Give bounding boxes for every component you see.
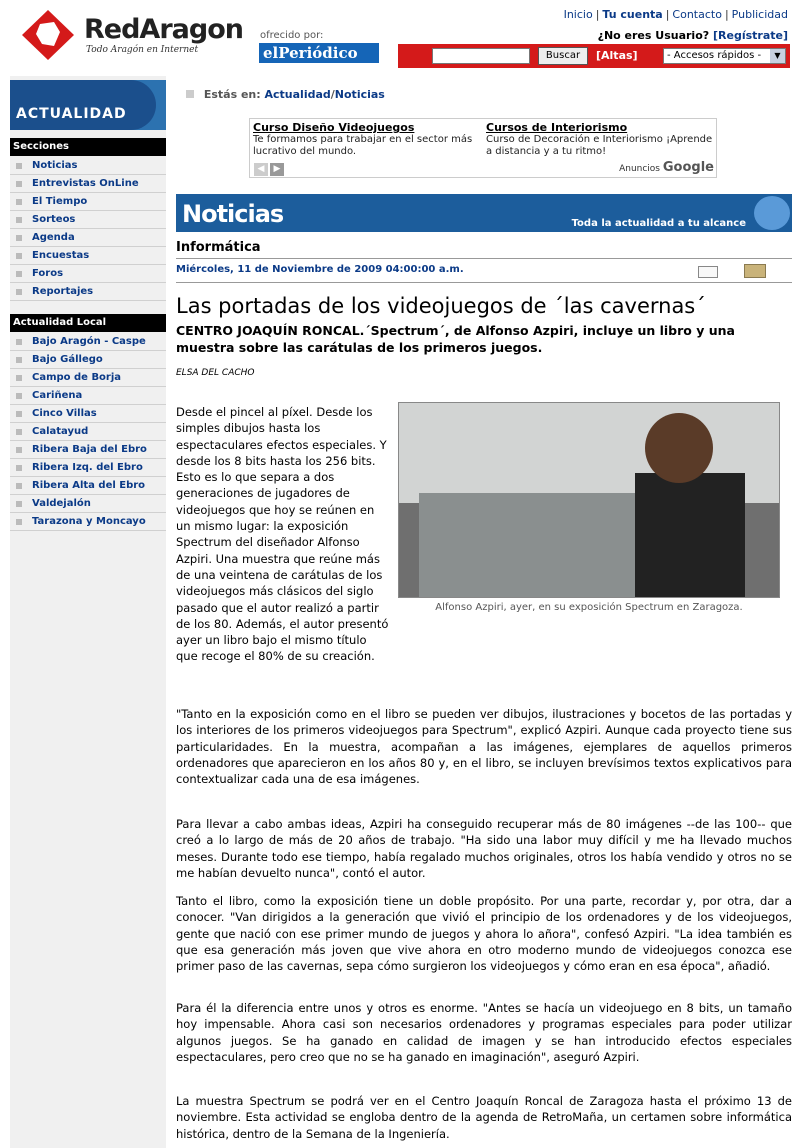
article-title: Las portadas de los videojuegos de ´las cavernas´	[176, 294, 706, 318]
noticias-banner-slogan: Toda la actualidad a tu alcance	[571, 218, 746, 229]
actualidad-banner[interactable]	[10, 80, 166, 130]
google-ads-label[interactable]	[619, 160, 714, 175]
ad-1-title[interactable]: Curso Diseño Videojuegos	[253, 121, 415, 134]
ad-1[interactable]	[253, 121, 481, 158]
sidebar-item-label[interactable]: Agenda	[32, 232, 75, 243]
chevron-down-icon[interactable]: ▼	[770, 49, 785, 63]
sidebar-item-label[interactable]: Sorteos	[32, 214, 76, 225]
sidebar-item-campo-borja[interactable]	[10, 369, 166, 387]
photo-display-case	[419, 493, 639, 598]
sidebar-item-carinena[interactable]	[10, 387, 166, 405]
link-contacto[interactable]: Contacto	[672, 8, 722, 21]
secciones-menu	[10, 157, 166, 301]
banner-shape	[10, 80, 156, 130]
sidebar-item-foros[interactable]	[10, 265, 166, 283]
sidebar-item-label[interactable]: Reportajes	[32, 286, 94, 297]
ads-prefix: Anuncios	[619, 164, 660, 174]
article-photo[interactable]	[398, 402, 780, 598]
noticias-banner	[176, 194, 792, 232]
link-tu-cuenta[interactable]: Tu cuenta	[602, 8, 663, 21]
article-lead: Desde el pincel al píxel. Desde los simples dibujos hasta los espectaculares efectos especiales. Y desde los 8 bits hasta los 256 bits. Esto es lo que separa a dos generaciones de jugadores de videojuegos que hoy se reúnen en un mismo lugar: la exposición Spectrum del diseñador Alfonso Azpiri. Una muestra que reúne más de una veintena de carátulas de los videojuegos más clásicos del siglo pasado que el autor realizó a partir de los 80. Además, el autor presentó ayer un libro bajo el mismo título que recoge el 80% de su creación.	[176, 405, 389, 664]
globe-icon	[754, 196, 790, 230]
ad-2-text: Curso de Decoración e Interiorismo ¡Aprende a distancia y a tu ritmo!	[486, 134, 713, 157]
sidebar-item-label[interactable]: Foros	[32, 268, 64, 279]
search-input[interactable]	[432, 48, 530, 64]
brand-tagline: Todo Aragón en Internet	[86, 45, 199, 55]
site-header	[0, 0, 794, 70]
breadcrumb	[186, 88, 385, 101]
sidebar-item-label[interactable]: Ribera Izq. del Ebro	[32, 462, 143, 473]
quick-access-select[interactable]	[663, 48, 786, 64]
google-logo: Google	[662, 160, 714, 175]
breadcrumb-label: Estás en:	[203, 88, 261, 101]
photo-person-head	[645, 413, 713, 483]
sidebar-item-tiempo[interactable]	[10, 193, 166, 211]
sidebar-item-label[interactable]: Calatayud	[32, 426, 89, 437]
sidebar	[10, 76, 166, 1148]
divider	[176, 258, 792, 259]
breadcrumb-actualidad[interactable]: Actualidad	[264, 88, 331, 101]
sidebar-item-label[interactable]: Cinco Villas	[32, 408, 97, 419]
chevron-left-icon[interactable]: ◀	[254, 163, 268, 176]
divider	[176, 282, 792, 283]
sidebar-item-bajo-gallego[interactable]	[10, 351, 166, 369]
sidebar-item-valdejalon[interactable]	[10, 495, 166, 513]
actualidad-banner-text: ACTUALIDAD	[16, 106, 127, 122]
article-paragraph-4: Para él la diferencia entre unos y otros es enorme. "Antes se hacía un videojuego en 8 bits, un tamaño hoy impensable. Ahora casi son necesarios ordenadores y programas especiales para poder utilizar algunos juegos. Se ha ganado en calidad de imagen y se han introducido efectos especiales espectaculares, pero creo que no se ha ganado en imaginación", aseguró Azpiri.	[176, 1001, 792, 1064]
sidebar-item-encuestas[interactable]	[10, 247, 166, 265]
photo-caption: Alfonso Azpiri, ayer, en su exposición Spectrum en Zaragoza.	[435, 602, 743, 613]
sidebar-item-ribera-izq[interactable]	[10, 459, 166, 477]
email-icon[interactable]	[698, 266, 718, 278]
sidebar-item-calatayud[interactable]	[10, 423, 166, 441]
sidebar-item-ribera-alta[interactable]	[10, 477, 166, 495]
article-category: Informática	[176, 240, 261, 255]
sidebar-item-label[interactable]: Bajo Gállego	[32, 354, 103, 365]
link-publicidad[interactable]: Publicidad	[731, 8, 788, 21]
sidebar-item-label[interactable]: Campo de Borja	[32, 372, 122, 383]
google-ads	[249, 118, 717, 178]
local-menu	[10, 333, 166, 531]
photo-person-body	[635, 473, 745, 598]
elperiodico-logo[interactable]: elPeriódico	[259, 43, 379, 63]
article-author: ELSA DEL CACHO	[176, 368, 255, 378]
link-inicio[interactable]: Inicio	[563, 8, 593, 21]
no-user-prompt	[598, 29, 788, 42]
sidebar-item-cinco-villas[interactable]	[10, 405, 166, 423]
article-subtitle: CENTRO JOAQUÍN RONCAL.´Spectrum´, de Alfonso Azpiri, incluye un libro y una muestra sobre las carátulas de los primeros juegos.	[176, 323, 735, 355]
sidebar-item-bajo-aragon[interactable]	[10, 333, 166, 351]
sidebar-item-label[interactable]: Ribera Alta del Ebro	[32, 480, 146, 491]
search-bar	[398, 44, 790, 68]
search-button[interactable]: Buscar	[538, 47, 588, 65]
ad-nav	[254, 163, 286, 176]
redaragon-logo-icon[interactable]	[20, 8, 76, 62]
breadcrumb-bullet-icon	[186, 90, 194, 98]
top-links: Inicio | Tu cuenta | Contacto | Publicidad	[563, 8, 788, 21]
sidebar-item-tarazona[interactable]	[10, 513, 166, 531]
article-paragraph-5: La muestra Spectrum se podrá ver en el Centro Joaquín Roncal de Zaragoza hasta el próximo 13 de noviembre. Esta actividad se engloba dentro de la agenda de RetroMaña, un certamen sobre informática histórica, dentro de la Semana de la Ingeniería.	[176, 1094, 792, 1141]
sidebar-item-label[interactable]: Tarazona y Moncayo	[32, 516, 146, 527]
sidebar-item-label[interactable]: Cariñena	[32, 390, 83, 401]
chevron-right-icon[interactable]: ▶	[270, 163, 284, 176]
sidebar-item-agenda[interactable]	[10, 229, 166, 247]
sidebar-item-entrevistas[interactable]	[10, 175, 166, 193]
ad-2-title[interactable]: Cursos de Interiorismo	[486, 121, 628, 134]
secciones-heading: Secciones	[10, 138, 166, 156]
altas-link[interactable]: [Altas]	[596, 49, 638, 62]
ofrecido-label: ofrecido por:	[260, 30, 324, 41]
breadcrumb-noticias[interactable]: Noticias	[334, 88, 385, 101]
sidebar-item-label[interactable]: Entrevistas OnLine	[32, 178, 139, 189]
sidebar-item-label[interactable]: Valdejalón	[32, 498, 91, 509]
registrate-link[interactable]: [Regístrate]	[712, 29, 788, 42]
sidebar-item-label[interactable]: Noticias	[32, 160, 78, 171]
sidebar-item-sorteos[interactable]	[10, 211, 166, 229]
breadcrumb-sep: /	[330, 88, 335, 101]
brand-name[interactable]: RedAragon	[84, 14, 243, 45]
sidebar-item-reportajes[interactable]	[10, 283, 166, 301]
sidebar-item-ribera-baja[interactable]	[10, 441, 166, 459]
print-icon[interactable]	[744, 264, 766, 278]
sidebar-item-label[interactable]: El Tiempo	[32, 196, 88, 207]
noticias-banner-title: Noticias	[182, 200, 284, 228]
article-paragraph-3: Tanto el libro, como la exposición tiene un doble propósito. Por una parte, recordar y, por otra, dar a conocer. "Van dirigidos a la generación que vivió el principio de los ordenadores y de los videojuegos, gente que nació con ese primer mundo de juegos y ahora lo añora", confesó Azpiri. "La idea también es que esa generación más joven que vive ahora en otro moderno mundo de videojuegos conozca ese primer paso de las cavernas, sepa cómo surgieron los videojuegos y cómo eran en esa época", añadió.	[176, 894, 792, 974]
sidebar-item-noticias[interactable]	[10, 157, 166, 175]
ad-1-text: Te formamos para trabajar en el sector más lucrativo del mundo.	[253, 134, 473, 157]
article-paragraph-2: Para llevar a cabo ambas ideas, Azpiri ha conseguido recuperar más de 80 imágenes --de las 100-- que creó a lo largo de más de 20 años de trabajo. "Ha sido una labor muy difícil y me ha llevado muchos meses. Durante todo ese tiempo, había regalado muchos originales, otros los había vendido y otros no se me habían devuelto nunca", contó el autor.	[176, 817, 792, 880]
article-paragraph-1: "Tanto en la exposición como en el libro se pueden ver dibujos, ilustraciones y bocetos de las portadas y los interiores de los primeros videojuegos para Spectrum", explicó Azpiri. Aunque cada proyecto tiene sus particularidades. En la muestra, acompañan a las imágenes, ejemplares de aquellos primeros ordenadores que aparecieron en los años 80 y, en el libro, se incluyen brevísimos textos explicativos para contextualizar cada una de esa imágenes.	[176, 707, 792, 787]
no-eres-usuario: ¿No eres Usuario?	[597, 29, 710, 42]
article-date: Miércoles, 11 de Noviembre de 2009 04:00:00 a.m.	[176, 264, 464, 275]
ad-2[interactable]	[486, 121, 714, 158]
sidebar-item-label[interactable]: Bajo Aragón - Caspe	[32, 336, 146, 347]
actualidad-local-heading: Actualidad Local	[10, 314, 166, 332]
quick-access-value: - Accesos rápidos -	[667, 50, 762, 61]
sidebar-item-label[interactable]: Encuestas	[32, 250, 90, 261]
sidebar-item-label[interactable]: Ribera Baja del Ebro	[32, 444, 147, 455]
